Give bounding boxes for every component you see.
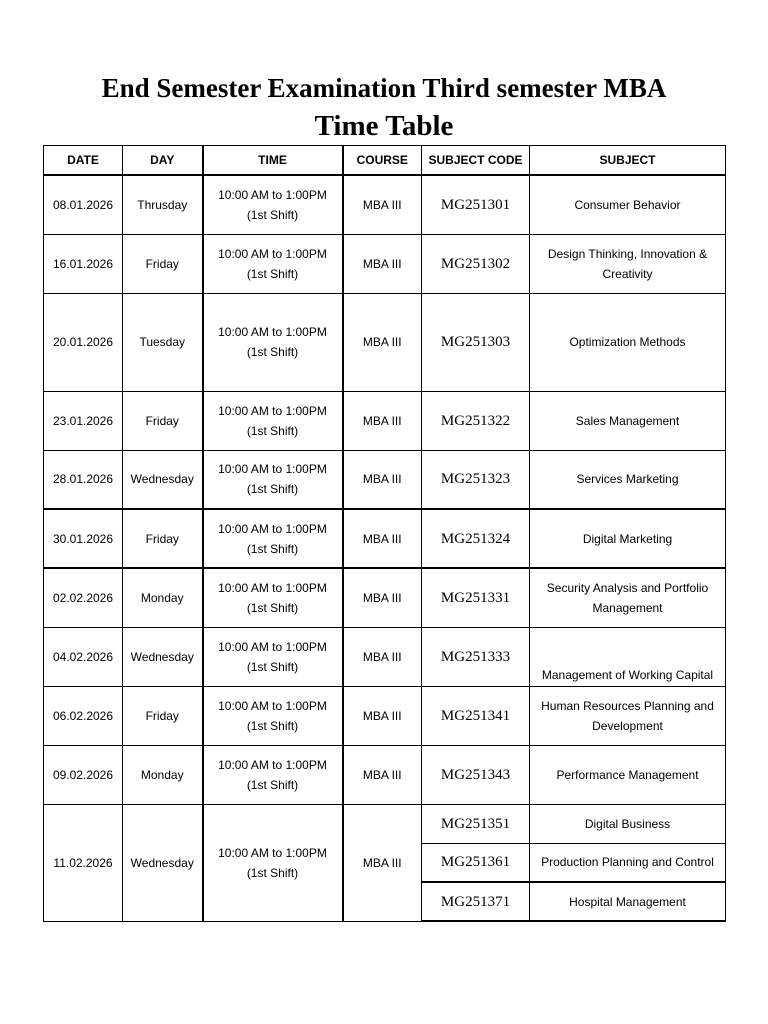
subject-cell: Digital Marketing — [530, 509, 726, 568]
time-cell — [203, 175, 343, 234]
time-range: 10:00 AM to 1:00PM — [218, 325, 327, 339]
time-range: 10:00 AM to 1:00PM — [218, 462, 327, 477]
time-shift: (1st Shift) — [246, 777, 299, 792]
column-header-day: DAY — [123, 146, 203, 176]
time-shift: (1st Shift) — [246, 266, 299, 281]
course-cell: MBA III — [343, 391, 422, 450]
day-cell: Tuesday — [123, 293, 203, 391]
table-row — [44, 627, 726, 686]
subject-cell: Management of Working Capital — [530, 627, 726, 686]
date-cell: 08.01.2026 — [44, 175, 123, 234]
time-shift: (1st Shift) — [246, 659, 299, 674]
course-cell: MBA III — [343, 745, 422, 804]
table-row — [44, 234, 726, 293]
time-range: 10:00 AM to 1:00PM — [218, 403, 327, 418]
subject-code-cell: MG251351 — [422, 804, 530, 843]
subject-cell: Optimization Methods — [530, 293, 726, 391]
table-row — [44, 391, 726, 450]
time-shift: (1st Shift) — [246, 345, 299, 359]
column-header-subject-code: SUBJECT CODE — [422, 146, 530, 176]
time-shift: (1st Shift) — [246, 718, 299, 733]
time-range: 10:00 AM to 1:00PM — [218, 187, 327, 202]
subject-cell: Human Resources Planning and Development — [530, 686, 726, 745]
subject-code-cell: MG251324 — [422, 509, 530, 568]
day-cell: Friday — [123, 509, 203, 568]
course-cell: MBA III — [343, 568, 422, 627]
time-shift: (1st Shift) — [246, 207, 299, 222]
subject-code-cell: MG251303 — [422, 293, 530, 391]
time-cell — [203, 627, 343, 686]
timetable — [43, 145, 726, 922]
date-cell: 11.02.2026 — [44, 804, 123, 921]
course-cell: MBA III — [343, 627, 422, 686]
time-range: 10:00 AM to 1:00PM — [218, 698, 327, 713]
date-cell: 16.01.2026 — [44, 234, 123, 293]
time-shift: (1st Shift) — [246, 865, 299, 880]
time-range: 10:00 AM to 1:00PM — [218, 580, 327, 595]
table-row — [44, 686, 726, 745]
date-cell: 20.01.2026 — [44, 293, 123, 391]
course-cell: MBA III — [343, 686, 422, 745]
course-cell: MBA III — [343, 450, 422, 509]
subject-cell: Services Marketing — [530, 450, 726, 509]
date-cell: 23.01.2026 — [44, 391, 123, 450]
subject-cell: Hospital Management — [530, 882, 726, 921]
time-cell — [203, 509, 343, 568]
time-cell — [203, 450, 343, 509]
day-cell: Wednesday — [123, 804, 203, 921]
subject-cell: Design Thinking, Innovation & Creativity — [530, 234, 726, 293]
time-cell — [203, 568, 343, 627]
time-range: 10:00 AM to 1:00PM — [218, 521, 327, 536]
table-row-group — [44, 804, 726, 843]
time-shift: (1st Shift) — [246, 482, 299, 497]
table-header-row — [44, 146, 726, 176]
date-cell: 06.02.2026 — [44, 686, 123, 745]
subject-code-cell: MG251322 — [422, 391, 530, 450]
subject-cell: Production Planning and Control — [530, 843, 726, 882]
table-row — [44, 509, 726, 568]
subject-code-cell: MG251343 — [422, 745, 530, 804]
subject-code-cell: MG251301 — [422, 175, 530, 234]
column-header-subject: SUBJECT — [530, 146, 726, 176]
table-row — [44, 293, 726, 391]
subject-cell: Performance Management — [530, 745, 726, 804]
time-shift: (1st Shift) — [246, 541, 299, 556]
table-row — [44, 175, 726, 234]
time-range: 10:00 AM to 1:00PM — [218, 845, 327, 860]
time-shift: (1st Shift) — [246, 600, 299, 615]
day-cell: Friday — [123, 391, 203, 450]
subject-code-cell: MG251361 — [422, 843, 530, 882]
time-range: 10:00 AM to 1:00PM — [218, 246, 327, 261]
date-cell: 04.02.2026 — [44, 627, 123, 686]
time-range: 10:00 AM to 1:00PM — [218, 757, 327, 772]
course-cell: MBA III — [343, 293, 422, 391]
subject-code-cell: MG251371 — [422, 882, 530, 921]
day-cell: Friday — [123, 686, 203, 745]
subject-cell: Consumer Behavior — [530, 175, 726, 234]
date-cell: 28.01.2026 — [44, 450, 123, 509]
subject-code-cell: MG251302 — [422, 234, 530, 293]
subject-code-cell: MG251323 — [422, 450, 530, 509]
subject-code-cell: MG251333 — [422, 627, 530, 686]
day-cell: Wednesday — [123, 627, 203, 686]
table-row — [44, 568, 726, 627]
table-row — [44, 745, 726, 804]
time-cell — [203, 804, 343, 921]
subject-code-cell: MG251341 — [422, 686, 530, 745]
course-cell: MBA III — [343, 509, 422, 568]
course-cell: MBA III — [343, 804, 422, 921]
date-cell: 02.02.2026 — [44, 568, 123, 627]
time-cell — [203, 293, 343, 391]
subject-code-cell: MG251331 — [422, 568, 530, 627]
date-cell: 30.01.2026 — [44, 509, 123, 568]
page-title: End Semester Examination Third semester MBA — [101, 73, 667, 103]
subject-cell: Sales Management — [530, 391, 726, 450]
course-cell: MBA III — [343, 234, 422, 293]
page-subtitle: Time Table — [314, 110, 454, 142]
day-cell: Friday — [123, 234, 203, 293]
column-header-date: DATE — [44, 146, 123, 176]
time-range: 10:00 AM to 1:00PM — [218, 639, 327, 654]
subject-cell: Digital Business — [530, 804, 726, 843]
day-cell: Monday — [123, 568, 203, 627]
day-cell: Thrusday — [123, 175, 203, 234]
day-cell: Monday — [123, 745, 203, 804]
time-cell — [203, 234, 343, 293]
time-cell — [203, 686, 343, 745]
column-header-course: COURSE — [343, 146, 422, 176]
course-cell: MBA III — [343, 175, 422, 234]
subject-cell: Security Analysis and Portfolio Management — [530, 568, 726, 627]
table-row — [44, 450, 726, 509]
date-cell: 09.02.2026 — [44, 745, 123, 804]
time-cell — [203, 745, 343, 804]
day-cell: Wednesday — [123, 450, 203, 509]
time-shift: (1st Shift) — [246, 423, 299, 438]
column-header-time: TIME — [203, 146, 343, 176]
time-cell — [203, 391, 343, 450]
